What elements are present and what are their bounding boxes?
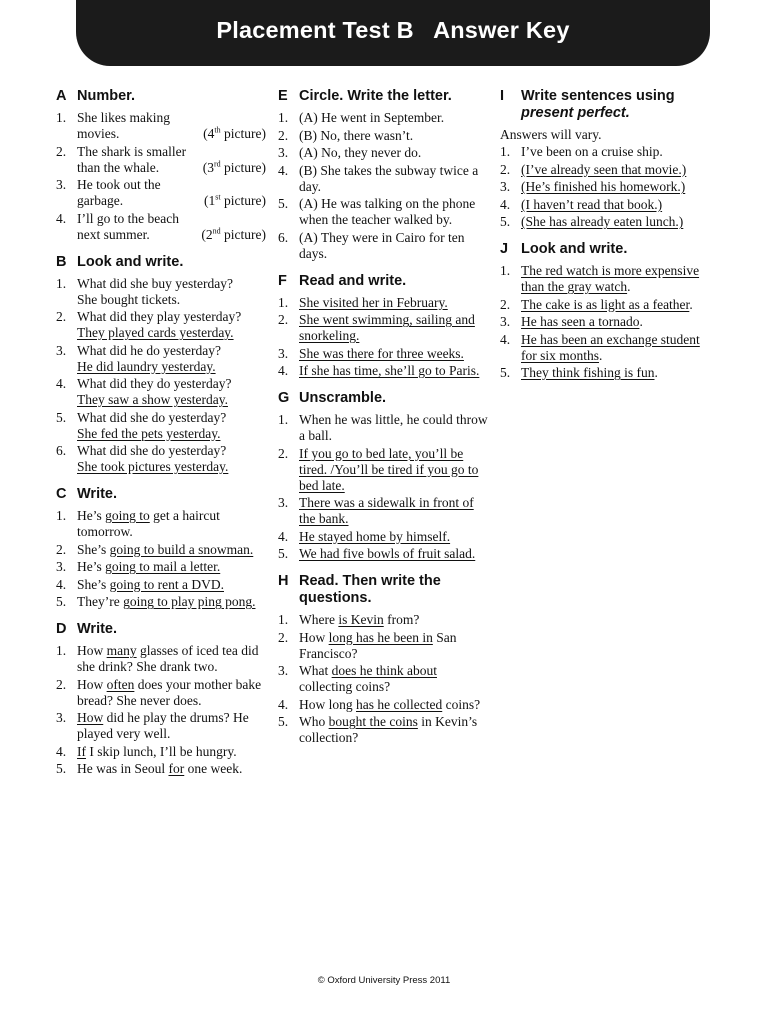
picture-ref: (2nd picture) (201, 226, 266, 242)
item-answer: They played cards yesterday. (77, 325, 234, 340)
picture-ref: (3rd picture) (202, 159, 266, 175)
item-number: 5. (278, 714, 289, 729)
item-text: (I’ve already seen that movie.) (521, 161, 687, 177)
section-letter: J (500, 241, 509, 257)
section-heading (278, 273, 492, 290)
item-number: 1. (278, 612, 289, 627)
item-number: 5. (56, 761, 67, 776)
item-number: 4. (56, 210, 67, 226)
list-item (56, 177, 266, 209)
item-text: He’s going to mail a letter. (77, 559, 221, 574)
item-number: 3. (500, 314, 511, 329)
item-number: 6. (56, 443, 67, 458)
item-number: 5. (278, 196, 289, 211)
section-title: Read. Then write the questions. (299, 573, 441, 606)
item-text: The cake is as light as a feather. (521, 296, 693, 312)
item-text: She likes making (77, 110, 170, 125)
item-number: 4. (56, 576, 67, 592)
item-text: How did he play the drums? He played very well. (77, 710, 249, 741)
item-number: 1. (500, 263, 511, 278)
list-item (500, 332, 716, 364)
item-text: The shark is smaller (77, 143, 187, 159)
section-letter: E (278, 88, 288, 104)
section-letter: F (278, 272, 287, 289)
list-item (500, 263, 716, 295)
item-text: How long has he been in San Francisco? (299, 629, 457, 661)
picture-ref: (4th picture) (203, 125, 266, 141)
list-item (278, 697, 492, 713)
item-text: than the whale. (77, 159, 160, 175)
item-answer: She was there for three weeks. (299, 345, 464, 361)
list-item (56, 376, 266, 408)
item-text: What does he think about collecting coins? (299, 663, 437, 694)
section-title: Write sentences using present perfect. (521, 88, 675, 121)
section-letter: H (278, 573, 289, 589)
item-number: 2. (56, 143, 67, 159)
item-text: He took out the (77, 177, 161, 192)
list-item (500, 297, 716, 313)
item-text: How often does your mother bake bread? She never does. (77, 676, 262, 708)
item-text: I’ve been on a cruise ship. (521, 144, 663, 159)
section-title: Look and write. (521, 241, 628, 257)
item-text: He’s going to get a haircut tomorrow. (77, 508, 220, 539)
section-b (56, 254, 266, 476)
list-item (500, 214, 716, 230)
list-item (278, 145, 492, 161)
item-number: 1. (56, 275, 67, 291)
item-text: (She has already eaten lunch.) (521, 214, 684, 229)
list-item (278, 612, 492, 628)
item-number: 4. (278, 363, 289, 378)
section-letter: C (56, 486, 67, 502)
item-text: She’s going to build a snowman. (77, 541, 254, 557)
list-item (500, 197, 716, 213)
item-text: How long has he collected coins? (299, 696, 481, 712)
item-number: 4. (56, 743, 67, 759)
item-number: 2. (56, 309, 67, 324)
list-item (500, 144, 716, 160)
list-item (278, 630, 492, 662)
item-number: 5. (56, 594, 67, 609)
section-heading (56, 254, 266, 271)
item-text: garbage. (77, 193, 124, 208)
item-text: When he was little, he could throw a ball. (299, 412, 488, 443)
list-item (500, 179, 716, 195)
section-g (278, 390, 492, 562)
item-text: The red watch is more expensive than the gray watch. (521, 263, 700, 294)
item-text: I’ll go to the beach (77, 210, 179, 226)
item-number: 2. (500, 296, 511, 312)
item-text: He was in Seoul for one week. (77, 761, 243, 776)
item-text: (B) She takes the subway twice a day. (299, 162, 479, 194)
item-number: 3. (56, 710, 67, 725)
list-item (56, 744, 266, 760)
list-item (56, 508, 266, 540)
item-text: He has been an exchange student for six months. (521, 331, 700, 363)
list-item (56, 144, 266, 176)
list-item (56, 309, 266, 341)
item-number: 4. (278, 696, 289, 712)
item-text: If I skip lunch, I’ll be hungry. (77, 743, 237, 759)
item-number: 5. (500, 214, 511, 229)
item-text: (He’s finished his homework.) (521, 179, 686, 194)
section-heading (500, 241, 716, 258)
item-answer: She went swimming, sailing and snorkeling. (299, 312, 475, 343)
section-f (278, 273, 492, 380)
item-number: 1. (278, 294, 289, 310)
item-number: 4. (278, 162, 289, 178)
item-question: What did he do yesterday? (77, 342, 221, 358)
column-3 (500, 88, 716, 392)
list-item (56, 276, 266, 308)
list-item (278, 295, 492, 311)
item-number: 5. (56, 409, 67, 425)
section-title: Look and write. (77, 253, 184, 270)
item-number: 3. (56, 342, 67, 358)
list-item (500, 314, 716, 330)
item-text: (A) He went in September. (299, 110, 445, 125)
section-letter: D (56, 621, 67, 637)
item-number: 3. (278, 345, 289, 361)
list-item (56, 577, 266, 593)
page-title: Placement Test B Answer Key (216, 17, 570, 43)
item-number: 4. (56, 376, 67, 391)
title-banner (76, 0, 710, 66)
list-item (278, 230, 492, 262)
section-title: Write. (77, 486, 118, 502)
list-item (56, 443, 266, 475)
item-number: 1. (500, 144, 511, 159)
list-item (56, 710, 266, 742)
column-1 (56, 88, 266, 788)
item-text: If you go to bed late, you’ll be tired. /You’ll be tired if you go to bed late. (299, 445, 479, 493)
item-answer: She visited her in February. (299, 294, 448, 310)
section-heading (500, 88, 716, 122)
item-number: 1. (56, 508, 67, 523)
list-item (500, 365, 716, 381)
item-text: Where is Kevin from? (299, 612, 420, 627)
item-number: 3. (56, 559, 67, 574)
section-letter: G (278, 390, 290, 406)
section-i (500, 88, 716, 230)
item-number: 2. (278, 312, 289, 327)
item-number: 1. (278, 110, 289, 125)
list-item (278, 412, 492, 444)
item-text: movies. (77, 126, 120, 141)
list-item (278, 495, 492, 527)
item-number: 5. (500, 365, 511, 380)
item-answer: She took pictures yesterday. (77, 459, 229, 474)
section-heading (56, 621, 266, 638)
item-number: 3. (278, 663, 289, 678)
section-letter: I (500, 88, 505, 104)
section-e (278, 88, 492, 262)
item-text: (A) They were in Cairo for ten days. (299, 229, 465, 261)
item-text: (A) No, they never do. (299, 145, 422, 160)
item-question: What did she buy yesterday? (77, 275, 233, 291)
section-title: Circle. Write the letter. (299, 88, 452, 104)
list-item (56, 643, 266, 675)
item-number: 2. (278, 127, 289, 143)
item-question: What did she do yesterday? (77, 409, 227, 425)
section-heading (278, 573, 492, 607)
section-h (278, 573, 492, 746)
list-item (56, 677, 266, 709)
section-heading (56, 486, 266, 503)
section-heading (278, 88, 492, 105)
item-number: 2. (56, 541, 67, 557)
item-answer: She fed the pets yesterday. (77, 425, 221, 441)
item-question: What did they play yesterday? (77, 309, 242, 324)
list-item (278, 663, 492, 695)
copyright-footer: © Oxford University Press 2011 (317, 975, 451, 986)
item-text: They’re going to play ping pong. (77, 594, 256, 609)
item-text: She’s going to rent a DVD. (77, 576, 224, 592)
section-title: Write. (77, 621, 118, 637)
item-text: There was a sidewalk in front of the bank. (299, 495, 474, 526)
item-number: 4. (500, 196, 511, 212)
section-heading (278, 390, 492, 407)
item-text: He stayed home by himself. (299, 528, 451, 544)
list-item (278, 714, 492, 746)
section-title: Read and write. (299, 272, 407, 289)
item-number: 3. (56, 177, 67, 192)
item-answer: She bought tickets. (77, 291, 181, 307)
picture-ref: (1st picture) (204, 192, 266, 208)
list-item (56, 559, 266, 575)
list-item (56, 542, 266, 558)
list-item (56, 343, 266, 375)
list-item (56, 594, 266, 610)
answers-note: Answers will vary. (500, 127, 602, 142)
list-item (56, 410, 266, 442)
list-item (278, 128, 492, 144)
list-item (56, 211, 266, 243)
list-item (278, 446, 492, 494)
item-text: (I haven’t read that book.) (521, 196, 663, 212)
item-answer: He did laundry yesterday. (77, 358, 216, 374)
item-text: How many glasses of iced tea did she drink? She drank two. (77, 643, 259, 674)
section-j (500, 241, 716, 381)
list-item (500, 162, 716, 178)
section-letter: A (56, 88, 67, 104)
list-item (278, 363, 492, 379)
list-item (278, 529, 492, 545)
item-number: 5. (278, 546, 289, 561)
item-text: He has seen a tornado. (521, 314, 643, 329)
section-title: Number. (77, 88, 136, 104)
list-item (278, 346, 492, 362)
section-title: Unscramble. (299, 390, 387, 406)
item-text: They think fishing is fun. (521, 365, 658, 380)
column-2 (278, 88, 492, 757)
section-d (56, 621, 266, 777)
item-answer: If she has time, she’ll go to Paris. (299, 363, 480, 378)
item-number: 6. (278, 229, 289, 245)
item-number: 1. (56, 110, 67, 125)
item-question: What did they do yesterday? (77, 376, 232, 391)
item-number: 2. (56, 676, 67, 692)
item-text: (B) No, there wasn’t. (299, 127, 414, 143)
item-number: 1. (278, 412, 289, 427)
item-number: 3. (500, 179, 511, 194)
item-number: 3. (278, 145, 289, 160)
item-number: 1. (56, 643, 67, 658)
item-question: What did she do yesterday? (77, 443, 227, 458)
section-a (56, 88, 266, 243)
item-number: 2. (278, 445, 289, 461)
item-number: 2. (500, 161, 511, 177)
list-item (56, 110, 266, 142)
list-item (278, 110, 492, 126)
section-heading (56, 88, 266, 105)
item-answer: They saw a show yesterday. (77, 392, 228, 407)
list-item (56, 761, 266, 777)
item-text: next summer. (77, 226, 150, 242)
list-item (278, 196, 492, 228)
item-number: 3. (278, 495, 289, 510)
item-text: (A) He was talking on the phone when the teacher walked by. (299, 196, 476, 227)
list-item (278, 312, 492, 344)
section-letter: B (56, 253, 67, 270)
item-number: 4. (500, 331, 511, 347)
item-number: 2. (278, 629, 289, 645)
item-text: We had five bowls of fruit salad. (299, 546, 476, 561)
list-item (278, 163, 492, 195)
section-c (56, 486, 266, 610)
item-number: 4. (278, 528, 289, 544)
item-text: Who bought the coins in Kevin’s collection? (299, 714, 478, 745)
list-item (278, 546, 492, 562)
